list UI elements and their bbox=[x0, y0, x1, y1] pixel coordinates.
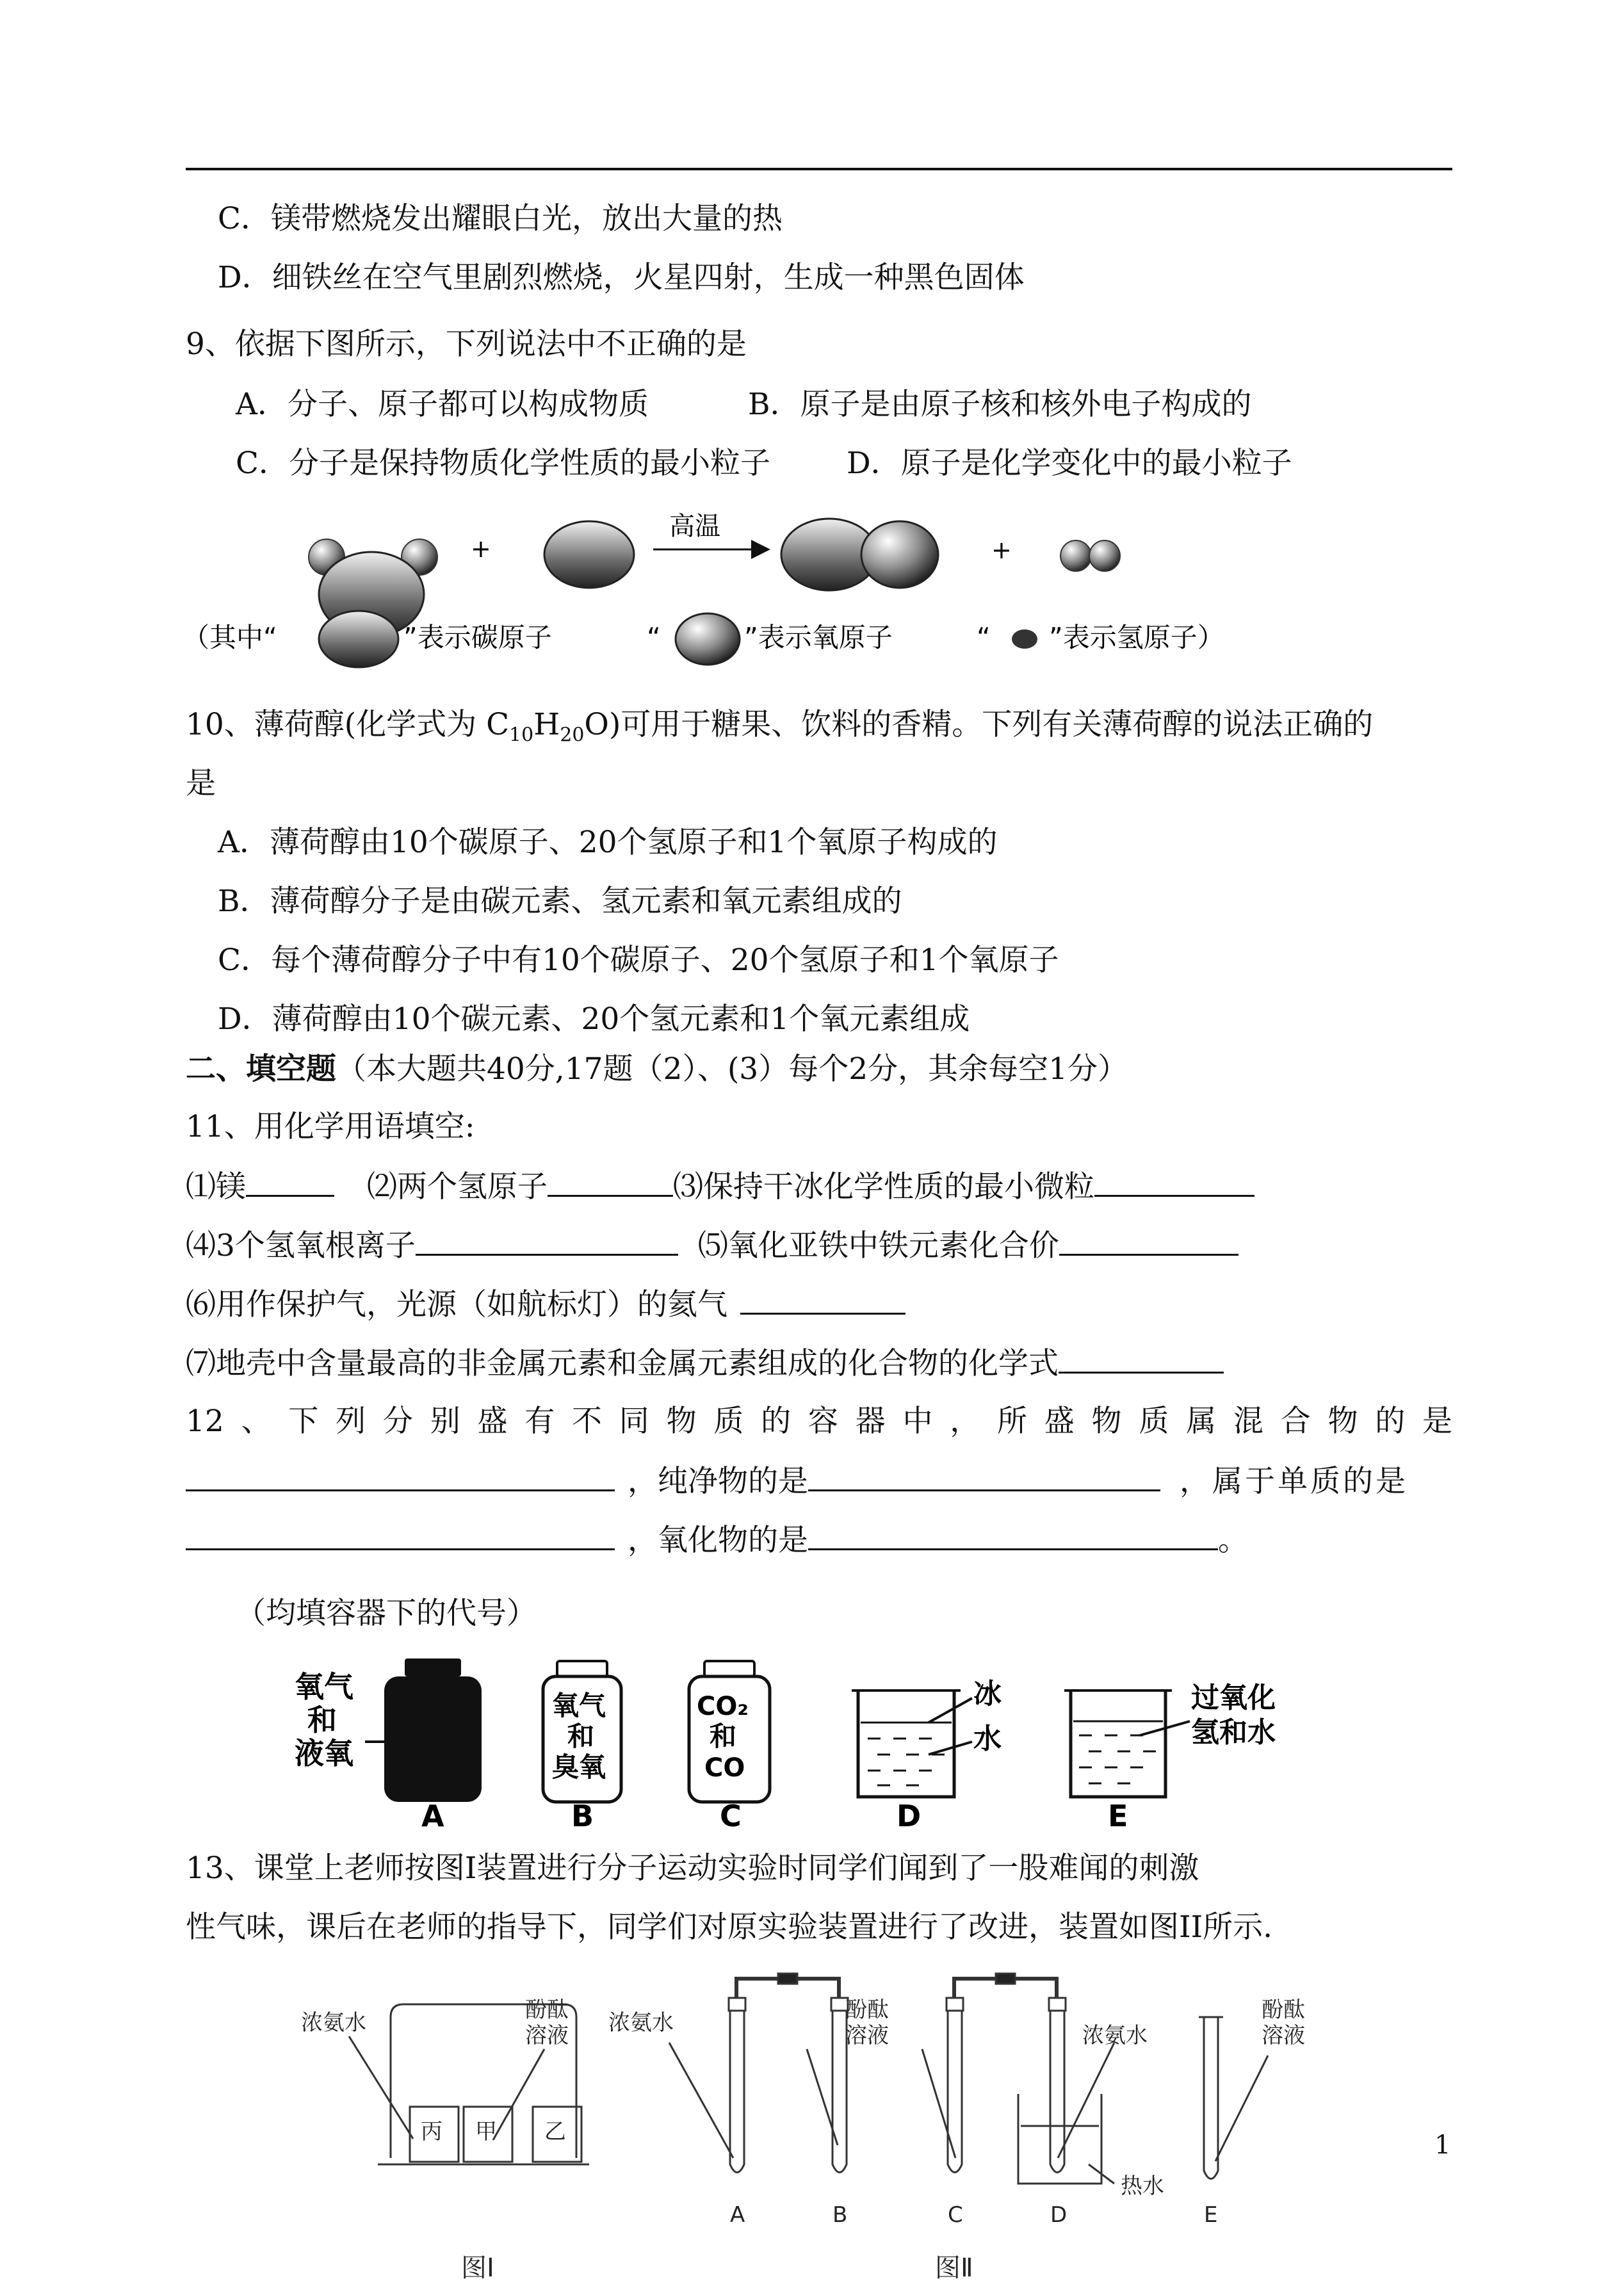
fig2-ammonia-label-2: 浓氨水 bbox=[1082, 2023, 1148, 2048]
legend-hydrogen-symbol bbox=[1012, 629, 1037, 649]
q12-row3 bbox=[186, 1520, 1248, 1560]
q12-blank-oxide[interactable] bbox=[808, 1520, 1218, 1550]
q12-blank-pure[interactable] bbox=[808, 1461, 1160, 1491]
legend-hydrogen-text: ”表示氢原子） bbox=[1049, 622, 1224, 653]
container-c-text-1: CO₂ bbox=[697, 1692, 749, 1721]
legend-oxygen-open: “ bbox=[647, 622, 661, 653]
q11-item-4: ⑷3个氢氧根离子 bbox=[186, 1228, 416, 1263]
carbon-atom bbox=[544, 521, 634, 588]
legend-oxygen-symbol bbox=[676, 613, 740, 665]
q11-blank-7[interactable] bbox=[1059, 1343, 1224, 1374]
fig2-tube-a-label: A bbox=[730, 2202, 745, 2228]
fig1-beaker-yi: 乙 bbox=[544, 2119, 566, 2145]
q11-item-2: ⑵两个氢原子 bbox=[366, 1169, 548, 1204]
q11-blank-3[interactable] bbox=[1094, 1167, 1255, 1197]
container-c-text-2: 和 bbox=[710, 1721, 737, 1752]
q11-item-7: ⑺地壳中含量最高的非金属元素和金属元素组成的化合物的化学式 bbox=[186, 1346, 1059, 1381]
high-temperature-label: 高温 bbox=[669, 512, 720, 541]
fig1-caption: 图Ⅰ bbox=[461, 2253, 494, 2283]
container-b-label: B bbox=[571, 1799, 594, 1831]
plus-sign-1: + bbox=[471, 535, 491, 563]
q12-stem: 12、下列分别盛有不同物质的容器中，所盛物质属混合物的是 bbox=[186, 1404, 1452, 1439]
q9-option-c: C．分子是保持物质化学性质的最小粒子 bbox=[236, 446, 770, 481]
fig2-phenol-e-label-2: 溶液 bbox=[1262, 2023, 1305, 2048]
q10-stem-part2: O)可用于糖果、饮料的香精。下列有关薄荷醇的说法正确的 bbox=[584, 707, 1374, 742]
container-b-text-1: 氧气 bbox=[552, 1690, 606, 1721]
q13-line-2: 性气味，课后在老师的指导下，同学们对原实验装置进行了改进，装置如图II所示. bbox=[186, 1910, 1273, 1945]
q10-stem-part1: 10、薄荷醇(化学式为 C bbox=[186, 707, 510, 742]
fig1-phenol-label-2: 溶液 bbox=[525, 2023, 569, 2048]
q11-stem: 11、用化学用语填空: bbox=[186, 1109, 475, 1144]
h2-molecule bbox=[1060, 540, 1120, 571]
fig2-phenol-e-label-1: 酚酞 bbox=[1262, 1997, 1305, 2023]
q10-stem bbox=[186, 706, 1373, 754]
container-e-label: E bbox=[1108, 1799, 1128, 1831]
section-2-title: 二、填空题 bbox=[186, 1051, 336, 1087]
plus-sign-2: + bbox=[991, 536, 1012, 564]
q10-option-a: A．薄荷醇由10个碳原子、20个氢原子和1个氧原子构成的 bbox=[218, 825, 998, 860]
legend-carbon-text: ”表示碳原子 bbox=[403, 622, 552, 653]
container-b bbox=[543, 1661, 621, 1831]
q11-blank-2[interactable] bbox=[548, 1167, 673, 1197]
q12-end: 。 bbox=[1218, 1523, 1248, 1558]
q12-note: （均填容器下的代号） bbox=[236, 1596, 537, 1631]
container-a bbox=[295, 1658, 482, 1831]
container-c-label: C bbox=[720, 1799, 742, 1831]
q8-option-d: D．细铁丝在空气里剧烈燃烧，火星四射，生成一种黑色固体 bbox=[218, 260, 1025, 295]
q12-element-label: ，属于单质的是 bbox=[1180, 1464, 1408, 1499]
q9-option-b: B．原子是由原子核和核外电子构成的 bbox=[748, 387, 1252, 422]
legend-oxygen-text: ”表示氧原子 bbox=[744, 622, 893, 653]
fig1-beaker-jia: 甲 bbox=[475, 2119, 497, 2145]
q11-item-6: ⑹用作保护气，光源（如航标灯）的氦气 bbox=[186, 1287, 727, 1322]
q10-subscript-h: 20 bbox=[560, 724, 585, 747]
container-e-text-2: 氢和水 bbox=[1191, 1716, 1276, 1749]
q10-option-b: B．薄荷醇分子是由碳元素、氢元素和氧元素组成的 bbox=[218, 884, 902, 919]
fig2-tube-b-label: B bbox=[832, 2202, 848, 2228]
container-c-text-3: CO bbox=[704, 1753, 745, 1783]
fig2-tube-e-label: E bbox=[1204, 2202, 1218, 2228]
container-d-label: D bbox=[897, 1799, 922, 1831]
q12-pure-label: ，纯净物的是 bbox=[628, 1464, 808, 1499]
q10-subscript-c: 10 bbox=[509, 724, 534, 747]
fig2-hot-water-label: 热水 bbox=[1121, 2173, 1164, 2199]
container-a-text-3: 液氧 bbox=[295, 1736, 353, 1771]
fig2-tube-c-label: C bbox=[948, 2202, 963, 2228]
container-a-text-1: 氧气 bbox=[295, 1669, 353, 1704]
q11-item-5: ⑸氧化亚铁中铁元素化合价 bbox=[697, 1228, 1059, 1263]
container-b-text-2: 和 bbox=[567, 1721, 595, 1752]
container-c bbox=[689, 1661, 770, 1831]
q11-row2 bbox=[186, 1226, 1238, 1265]
figure-2 bbox=[669, 1974, 1268, 2184]
container-d-text-2: 水 bbox=[973, 1723, 1002, 1755]
page-number: 1 bbox=[1434, 2130, 1451, 2160]
q10-stem-cont: 是 bbox=[186, 766, 216, 801]
q11-row1 bbox=[186, 1167, 1255, 1206]
q12-blank-element[interactable] bbox=[186, 1520, 615, 1550]
q11-item-1: ⑴镁 bbox=[186, 1169, 246, 1204]
legend-prefix: （其中“ bbox=[183, 622, 277, 653]
fig2-phenol-label-1: 酚酞 bbox=[845, 1997, 889, 2023]
co-molecule bbox=[781, 519, 938, 590]
q8-option-c: C．镁带燃烧发出耀眼白光，放出大量的热 bbox=[218, 201, 783, 236]
container-e bbox=[1064, 1682, 1276, 1831]
container-a-text-2: 和 bbox=[307, 1703, 337, 1737]
container-b-text-3: 臭氧 bbox=[552, 1751, 606, 1783]
q10-stem-h: H bbox=[533, 707, 560, 742]
fig1-ammonia-label: 浓氨水 bbox=[301, 2010, 366, 2036]
container-d-text-1: 冰 bbox=[973, 1678, 1002, 1710]
fig1-beaker-bing: 丙 bbox=[421, 2119, 443, 2145]
section-2-note: （本大题共40分,17题（2）、(3）每个2分，其余每空1分） bbox=[336, 1051, 1128, 1087]
q11-row3 bbox=[186, 1285, 905, 1324]
q11-blank-6[interactable] bbox=[740, 1285, 905, 1315]
container-e-text-1: 过氧化 bbox=[1191, 1682, 1276, 1714]
q9-option-d: D．原子是化学变化中的最小粒子 bbox=[847, 446, 1292, 481]
q11-blank-1[interactable] bbox=[246, 1167, 334, 1197]
q11-blank-5[interactable] bbox=[1059, 1226, 1238, 1256]
container-d bbox=[852, 1678, 1002, 1831]
q12-row2 bbox=[186, 1461, 1452, 1501]
legend-carbon-symbol bbox=[319, 611, 398, 667]
q13-apparatus-figure bbox=[282, 1972, 1409, 2286]
fig2-phenol-label-2: 溶液 bbox=[845, 2023, 889, 2048]
fig2-caption: 图Ⅱ bbox=[935, 2253, 973, 2283]
q11-blank-4[interactable] bbox=[416, 1226, 678, 1256]
q10-option-c: C．每个薄荷醇分子中有10个碳原子、20个氢原子和1个氧原子 bbox=[218, 943, 1059, 978]
header-rule bbox=[186, 168, 1452, 170]
q9-option-a: A．分子、原子都可以构成物质 bbox=[236, 387, 649, 422]
q12-blank-mixture[interactable] bbox=[186, 1461, 615, 1491]
q11-item-3: ⑶保持干冰化学性质的最小微粒 bbox=[672, 1169, 1094, 1204]
fig2-ammonia-label: 浓氨水 bbox=[608, 2010, 674, 2036]
q9-stem: 9、依据下图所示，下列说法中不正确的是 bbox=[186, 327, 747, 362]
q13-line-1: 13、课堂上老师按图Ⅰ装置进行分子运动实验时同学们闻到了一股难闻的刺激 bbox=[186, 1851, 1199, 1886]
fig1-phenol-label-1: 酚酞 bbox=[525, 1997, 569, 2023]
container-a-label: A bbox=[421, 1799, 444, 1831]
q10-option-d: D．薄荷醇由10个碳元素、20个氢元素和1个氧元素组成 bbox=[218, 1002, 970, 1037]
q12-containers-figure bbox=[282, 1652, 1345, 1831]
fig2-tube-d-label: D bbox=[1050, 2202, 1068, 2228]
section-2-heading bbox=[186, 1050, 1128, 1089]
q9-reaction-figure bbox=[173, 493, 1326, 679]
q11-row4 bbox=[186, 1343, 1224, 1383]
legend-hydrogen-open: “ bbox=[977, 622, 991, 653]
q12-oxide-label: ，氧化物的是 bbox=[628, 1523, 808, 1558]
